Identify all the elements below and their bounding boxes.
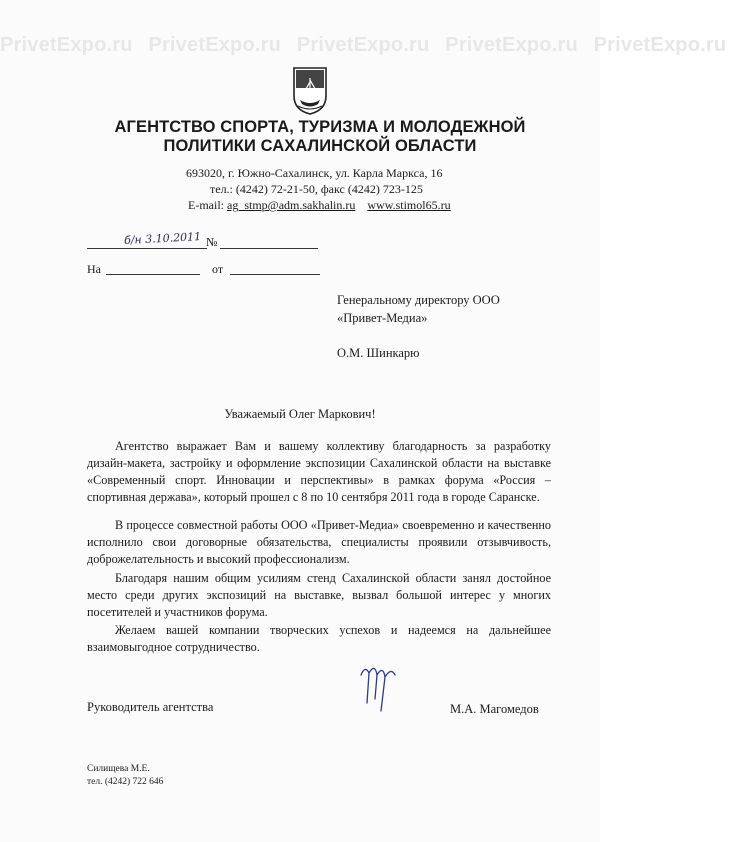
ref-number-line: [87, 248, 207, 249]
email-label: E-mail:: [188, 198, 224, 212]
org-address: 693020, г. Южно-Сахалинск, ул. Карла Маркса, 16: [186, 166, 443, 180]
ot-line: [230, 274, 320, 275]
coat-of-arms-icon: [290, 66, 330, 116]
handwritten-signature: [355, 655, 410, 715]
watermark-text: PrivetExpo.ru: [296, 34, 430, 56]
handwritten-ref-number: б/н 3.10.2011: [123, 229, 202, 248]
executor-name: Силищева М.Е.: [87, 764, 150, 774]
recipient-position: Генеральному директору ООО: [337, 293, 500, 307]
signer-position: Руководитель агентства: [87, 700, 214, 714]
watermark-text: PrivetExpo.ru: [0, 34, 133, 56]
org-name-line1: АГЕНТСТВО СПОРТА, ТУРИЗМА И МОЛОДЕЖНОЙ: [114, 118, 526, 136]
website-link[interactable]: www.stimol65.ru: [367, 198, 451, 212]
executor-phone: тел. (4242) 722 646: [87, 777, 164, 787]
paragraph: Благодаря нашим общим усилиям стенд Сахалинской области занял достойное место среди других экспозиций на выставке, вызвал большой интерес у многих посетителей и участников форума.: [87, 571, 551, 619]
na-label: На: [87, 262, 101, 276]
email-link[interactable]: ag_stmp@adm.sakhalin.ru: [227, 198, 356, 212]
org-phones: тел.: (4242) 72-21-50, факс (4242) 723-125: [210, 182, 423, 196]
paragraph: Желаем вашей компании творческих успехов и надеемся на дальнейшее взаимовыгодное сотрудничество.: [87, 623, 551, 654]
watermark-text: PrivetExpo.ru: [445, 34, 578, 56]
ot-label: от: [212, 262, 224, 276]
watermark-text: PrivetExpo.ru: [593, 34, 727, 56]
org-name-line2: ПОЛИТИКИ САХАЛИНСКОЙ ОБЛАСТИ: [163, 137, 477, 155]
paragraph: В процессе совместной работы ООО «Привет-Медиа» своевременно и качественно исполнило свои договорные обязательства, специалисты проявили отзывчивость, доброжелательность и высокий профессионализм.: [87, 518, 551, 566]
paragraph: Агентство выражает Вам и вашему коллективу благодарность за разработку дизайн-макета, застройку и оформление экспозиции Сахалинской области на выставке «Современный спорт. Инновации и перспективы» в рамках форума «Россия – спортивная держава», который прошел с 8 по 10 сентября 2011 года в городе Саранске.: [87, 439, 551, 504]
org-contacts: [188, 198, 451, 213]
recipient-company: «Привет-Медиа»: [337, 311, 428, 325]
recipient-name: О.М. Шинкарю: [337, 346, 420, 360]
number-sign: №: [206, 235, 218, 249]
recipient-block: [337, 291, 500, 327]
salutation: Уважаемый Олег Маркович!: [224, 407, 376, 421]
watermark-text: PrivetExpo.ru: [148, 34, 282, 56]
signer-name: М.А. Магомедов: [450, 702, 539, 716]
watermark: [0, 34, 727, 57]
na-line: [106, 274, 200, 275]
ref-number-line-2: [220, 248, 318, 249]
